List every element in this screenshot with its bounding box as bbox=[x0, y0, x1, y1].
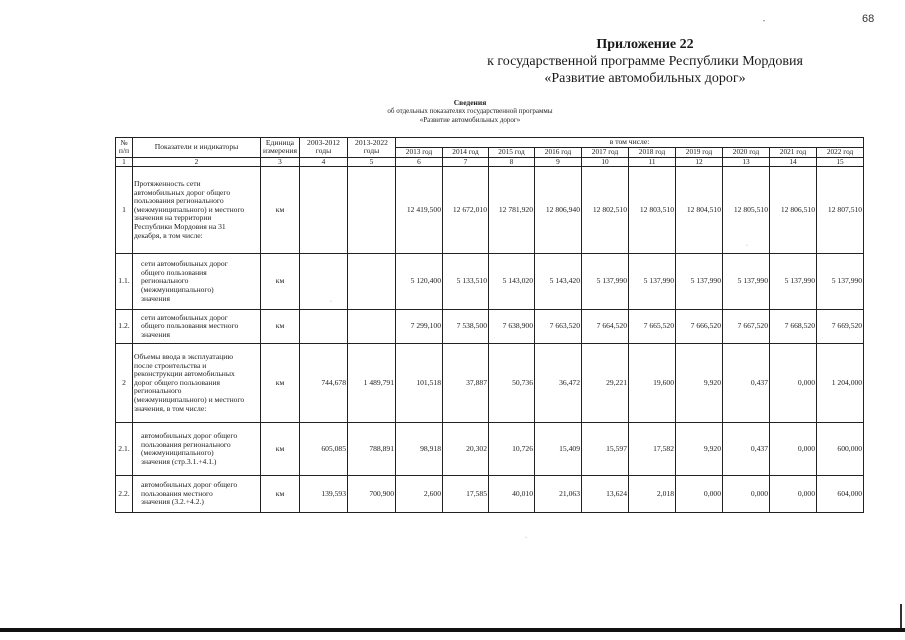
value-2017: 7 664,520 bbox=[582, 310, 629, 344]
value-2016: 21,063 bbox=[535, 476, 582, 513]
value-2019: 9,920 bbox=[676, 344, 723, 423]
name-line: Республики Мордовия на 31 bbox=[134, 222, 226, 232]
value-2014: 37,887 bbox=[443, 344, 489, 423]
name-line: общего пользования bbox=[141, 267, 207, 277]
value-2021: 12 806,510 bbox=[770, 167, 817, 254]
table-row bbox=[116, 344, 864, 423]
column-number: 3 bbox=[261, 157, 300, 167]
name-line: значения на территории bbox=[134, 213, 212, 223]
row-indicator-name bbox=[133, 254, 261, 310]
column-number: 15 bbox=[817, 157, 864, 167]
table-row bbox=[116, 167, 864, 254]
value-2017: 12 802,510 bbox=[582, 167, 629, 254]
column-number: 14 bbox=[770, 157, 817, 167]
table-row bbox=[116, 254, 864, 310]
column-number: 12 bbox=[676, 157, 723, 167]
value-2003-2012: 605,085 bbox=[300, 423, 348, 476]
value-2022: 604,000 bbox=[817, 476, 864, 513]
row-unit: км bbox=[261, 344, 300, 423]
header-p1322-line-1: 2013-2022 bbox=[355, 137, 388, 147]
value-2017: 13,624 bbox=[582, 476, 629, 513]
column-number: 13 bbox=[723, 157, 770, 167]
scan-mark: " bbox=[763, 20, 766, 26]
value-2015: 12 781,920 bbox=[489, 167, 535, 254]
value-2019: 12 804,510 bbox=[676, 167, 723, 254]
name-line: автомобильных дорог общего bbox=[141, 431, 238, 440]
row-indicator-name bbox=[133, 423, 261, 476]
row-number: 1.1. bbox=[116, 254, 133, 310]
name-line: (межмуниципального) bbox=[141, 448, 214, 458]
row-indicator-name bbox=[133, 167, 261, 254]
header-unit bbox=[261, 138, 300, 158]
appendix-block bbox=[430, 36, 860, 87]
column-number: 8 bbox=[489, 157, 535, 167]
value-2022: 7 669,520 bbox=[817, 310, 864, 344]
value-2013-2022: 788,891 bbox=[348, 423, 396, 476]
value-2016: 7 663,520 bbox=[535, 310, 582, 344]
name-line: пользования местного bbox=[141, 488, 213, 498]
value-2015: 10,726 bbox=[489, 423, 535, 476]
header-p0312-line-2: годы bbox=[315, 146, 332, 156]
name-line: пользования регионального bbox=[134, 196, 224, 206]
value-2021: 7 668,520 bbox=[770, 310, 817, 344]
row-indicator-name bbox=[133, 476, 261, 513]
value-2013: 5 120,400 bbox=[396, 254, 443, 310]
page-number: 68 bbox=[862, 13, 875, 25]
header-no-line-2: п/п bbox=[118, 146, 130, 156]
scan-speck: · bbox=[330, 299, 332, 305]
column-number: 4 bbox=[300, 157, 348, 167]
name-line: значения bbox=[141, 293, 170, 303]
header-p0312-line-1: 2003-2012 bbox=[307, 137, 340, 147]
value-2015: 7 638,900 bbox=[489, 310, 535, 344]
value-2022: 1 204,000 bbox=[817, 344, 864, 423]
name-line: дорог общего пользования bbox=[134, 377, 221, 387]
appendix-title: Приложение 22 bbox=[596, 37, 694, 52]
name-line: после строительства и bbox=[134, 360, 207, 370]
header-including: в том числе: bbox=[396, 138, 864, 148]
column-numbers-row bbox=[116, 157, 864, 167]
value-2020: 0,437 bbox=[723, 423, 770, 476]
header-year: 2021 год bbox=[770, 147, 817, 157]
row-indicator-name bbox=[133, 310, 261, 344]
name-line: значения (3.2.+4.2.) bbox=[141, 497, 204, 507]
value-2014: 5 133,510 bbox=[443, 254, 489, 310]
value-2014: 17,585 bbox=[443, 476, 489, 513]
header-unit-line-1: Единица bbox=[265, 137, 295, 147]
value-2020: 0,000 bbox=[723, 476, 770, 513]
value-2013: 98,918 bbox=[396, 423, 443, 476]
row-unit: км bbox=[261, 423, 300, 476]
header-name: Показатели и индикаторы bbox=[133, 138, 261, 158]
header-year: 2020 год bbox=[723, 147, 770, 157]
scan-speck: · bbox=[746, 243, 748, 249]
value-2017: 15,597 bbox=[582, 423, 629, 476]
name-line: значения bbox=[141, 329, 170, 339]
value-2021: 0,000 bbox=[770, 476, 817, 513]
scan-bottom-edge bbox=[0, 628, 905, 632]
value-2015: 40,010 bbox=[489, 476, 535, 513]
value-2013: 2,600 bbox=[396, 476, 443, 513]
name-line: автомобильных дорог общего bbox=[141, 480, 238, 490]
row-number: 1.2. bbox=[116, 310, 133, 344]
value-2013-2022: 700,900 bbox=[348, 476, 396, 513]
value-2020: 12 805,510 bbox=[723, 167, 770, 254]
table-row bbox=[116, 310, 864, 344]
value-2014: 12 672,010 bbox=[443, 167, 489, 254]
name-line: пользования регионального bbox=[141, 439, 231, 449]
row-number: 2 bbox=[116, 344, 133, 423]
heading-title: Сведения bbox=[453, 98, 487, 107]
column-number: 2 bbox=[133, 157, 261, 167]
value-2022: 5 137,990 bbox=[817, 254, 864, 310]
column-number: 1 bbox=[116, 157, 133, 167]
value-2015: 5 143,020 bbox=[489, 254, 535, 310]
value-2013-2022 bbox=[348, 310, 396, 344]
value-2013: 7 299,100 bbox=[396, 310, 443, 344]
name-line: реконструкции автомобильных bbox=[134, 369, 235, 379]
name-line: значения (стр.3.1.+4.1.) bbox=[141, 456, 217, 466]
row-number: 2.2. bbox=[116, 476, 133, 513]
name-line: общего пользования местного bbox=[141, 321, 239, 331]
name-line: Протяженность сети bbox=[134, 179, 201, 189]
value-2021: 0,000 bbox=[770, 344, 817, 423]
header-year: 2018 год bbox=[629, 147, 676, 157]
value-2018: 17,582 bbox=[629, 423, 676, 476]
indicators-table bbox=[115, 137, 864, 513]
value-2019: 7 666,520 bbox=[676, 310, 723, 344]
header-year: 2017 год bbox=[582, 147, 629, 157]
header-period-2013-2022 bbox=[348, 138, 396, 158]
value-2018: 12 803,510 bbox=[629, 167, 676, 254]
appendix-line-2: «Развитие автомобильных дорог» bbox=[544, 71, 746, 86]
value-2018: 2,018 bbox=[629, 476, 676, 513]
name-line: (межмуниципального) и местного bbox=[134, 395, 245, 405]
name-line: регионального bbox=[141, 276, 189, 286]
header-year: 2019 год bbox=[676, 147, 723, 157]
appendix-line-1: к государственной программе Республики Мордовия bbox=[487, 54, 803, 69]
row-number: 2.1. bbox=[116, 423, 133, 476]
column-number: 11 bbox=[629, 157, 676, 167]
column-number: 7 bbox=[443, 157, 489, 167]
header-year: 2013 год bbox=[396, 147, 443, 157]
value-2021: 5 137,990 bbox=[770, 254, 817, 310]
value-2018: 7 665,520 bbox=[629, 310, 676, 344]
value-2022: 12 807,510 bbox=[817, 167, 864, 254]
row-indicator-name bbox=[133, 344, 261, 423]
value-2003-2012 bbox=[300, 310, 348, 344]
value-2020: 7 667,520 bbox=[723, 310, 770, 344]
name-line: значения, в том числе: bbox=[134, 403, 207, 413]
name-line: сети автомобильных дорог bbox=[141, 259, 228, 269]
value-2003-2012: 139,593 bbox=[300, 476, 348, 513]
value-2019: 5 137,990 bbox=[676, 254, 723, 310]
header-unit-line-2: измерения bbox=[263, 146, 297, 156]
header-p1322-line-2: годы bbox=[363, 146, 380, 156]
value-2013-2022 bbox=[348, 254, 396, 310]
value-2020: 0,437 bbox=[723, 344, 770, 423]
value-2016: 12 806,940 bbox=[535, 167, 582, 254]
column-number: 6 bbox=[396, 157, 443, 167]
header-no-line-1: № bbox=[120, 137, 128, 147]
value-2015: 50,736 bbox=[489, 344, 535, 423]
value-2020: 5 137,990 bbox=[723, 254, 770, 310]
value-2018: 19,600 bbox=[629, 344, 676, 423]
row-unit: км bbox=[261, 310, 300, 344]
header-year: 2015 год bbox=[489, 147, 535, 157]
value-2014: 7 538,500 bbox=[443, 310, 489, 344]
value-2018: 5 137,990 bbox=[629, 254, 676, 310]
value-2019: 9,920 bbox=[676, 423, 723, 476]
header-year: 2014 год bbox=[443, 147, 489, 157]
row-unit: км bbox=[261, 476, 300, 513]
heading-line-2: «Развитие автомобильных дорог» bbox=[419, 116, 521, 124]
value-2003-2012 bbox=[300, 167, 348, 254]
header-year: 2016 год bbox=[535, 147, 582, 157]
value-2022: 600,000 bbox=[817, 423, 864, 476]
heading-line-1: об отдельных показателях государственной программы bbox=[387, 107, 553, 115]
value-2013: 101,518 bbox=[396, 344, 443, 423]
value-2016: 15,409 bbox=[535, 423, 582, 476]
value-2019: 0,000 bbox=[676, 476, 723, 513]
name-line: автомобильных дорог общего bbox=[134, 187, 231, 197]
header-period-2003-2012 bbox=[300, 138, 348, 158]
name-line: сети автомобильных дорог bbox=[141, 312, 228, 322]
value-2017: 5 137,990 bbox=[582, 254, 629, 310]
value-2013: 12 419,500 bbox=[396, 167, 443, 254]
value-2003-2012 bbox=[300, 254, 348, 310]
value-2014: 20,302 bbox=[443, 423, 489, 476]
scan-speck: · bbox=[525, 535, 527, 541]
column-number: 9 bbox=[535, 157, 582, 167]
name-line: декабря, в том числе: bbox=[134, 230, 203, 240]
row-number: 1 bbox=[116, 167, 133, 254]
row-unit: км bbox=[261, 167, 300, 254]
value-2013-2022 bbox=[348, 167, 396, 254]
value-2016: 36,472 bbox=[535, 344, 582, 423]
row-unit: км bbox=[261, 254, 300, 310]
table-heading bbox=[300, 98, 640, 125]
column-number: 5 bbox=[348, 157, 396, 167]
name-line: Объемы ввода в эксплуатацию bbox=[134, 352, 234, 362]
value-2013-2022: 1 489,791 bbox=[348, 344, 396, 423]
value-2003-2012: 744,678 bbox=[300, 344, 348, 423]
scan-edge-mark bbox=[900, 604, 902, 630]
header-year: 2022 год bbox=[817, 147, 864, 157]
value-2021: 0,000 bbox=[770, 423, 817, 476]
name-line: (межмуниципального) и местного bbox=[134, 204, 245, 214]
value-2016: 5 143,420 bbox=[535, 254, 582, 310]
value-2017: 29,221 bbox=[582, 344, 629, 423]
name-line: регионального bbox=[134, 386, 182, 396]
name-line: (межмуниципального) bbox=[141, 284, 214, 294]
table-row bbox=[116, 476, 864, 513]
column-number: 10 bbox=[582, 157, 629, 167]
header-no bbox=[116, 138, 133, 158]
table-row bbox=[116, 423, 864, 476]
